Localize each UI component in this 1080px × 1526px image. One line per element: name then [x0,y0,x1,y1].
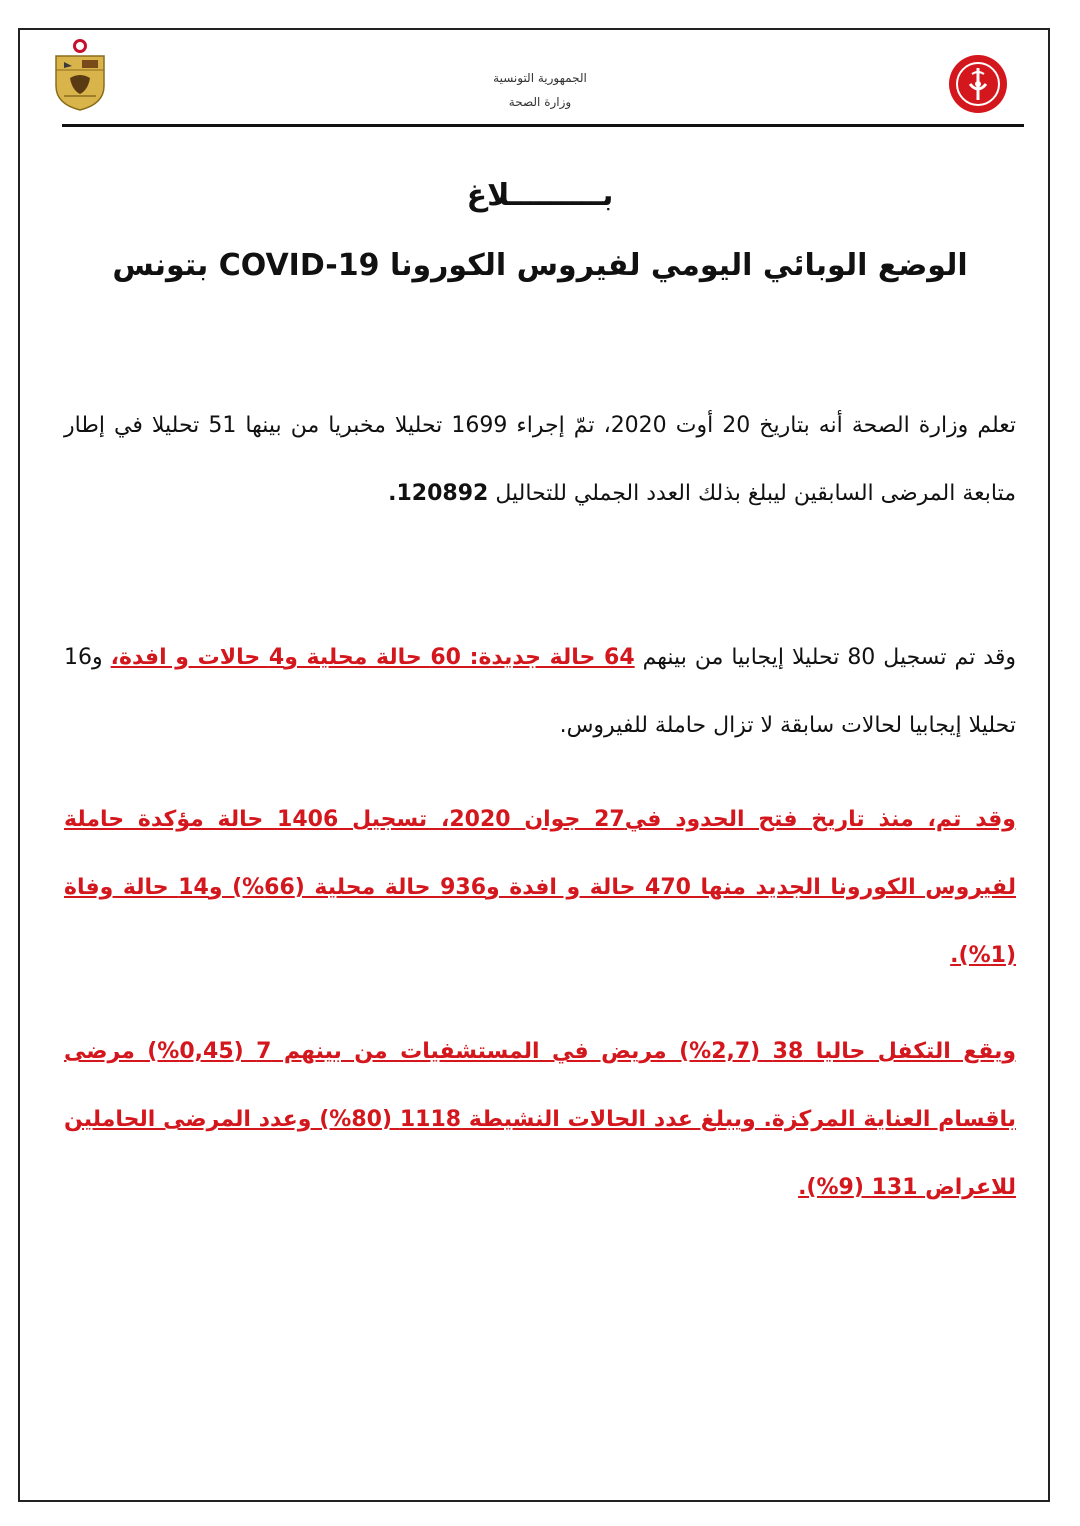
tunisia-coat-of-arms-icon [50,36,110,112]
tests-text: تعلم وزارة الصحة أنه بتاريخ 20 أوت 2020، تمّ إجراء 1699 تحليلا مخبريا من بينها 51 تحليلا في إطار متابعة المرضى السابقين ليبلغ بذلك العدد الجملي للتحاليل [64,413,1017,506]
ministry-name: وزارة الصحة [508,95,572,109]
positive-followup: و16 تحليلا إيجابيا لحالات سابقة لا تزال حاملة للفيروس. [64,645,1016,738]
document-header [40,30,1040,130]
positive-intro: وقد تم تسجيل 80 تحليلا إيجابيا من بينهم [642,645,1016,670]
paragraph-positive [64,624,1016,760]
header-divider [62,124,1024,127]
tests-total: 120892. [388,481,489,506]
header-titles [420,66,660,114]
paragraph-borders: وقد تم، منذ تاريخ فتح الحدود في27 جوان 2020، تسجيل 1406 حالة مؤكدة حاملة لفيروس الكورونا الجديد منها 470 حالة و افدة و936 حالة محلية (66%) و14 حالة وفاة (1%). [64,807,1016,968]
ministry-health-logo-icon [948,54,1008,114]
announcement-heading: بـــــــــلاغ [466,178,614,213]
paragraph-tests [64,392,1016,528]
country-name: الجمهورية التونسية [493,71,587,85]
paragraph-hospital: ويقع التكفل حاليا 38 (2,7%) مريض في المستشفيات من بينهم 7 (0,45%) مرضى باقسام العناية المركزة. ويبلغ عدد الحالات النشيطة 1118 (80%) وعدد المرضى الحاملين للاعراض 131 (9%). [64,1039,1017,1200]
announcement-subtitle: الوضع الوبائي اليومي لفيروس الكورونا COVID-19 بتونس [112,248,968,283]
new-cases-highlight: 64 حالة جديدة: 60 حالة محلية و4 حالات و افدة، [110,645,635,670]
